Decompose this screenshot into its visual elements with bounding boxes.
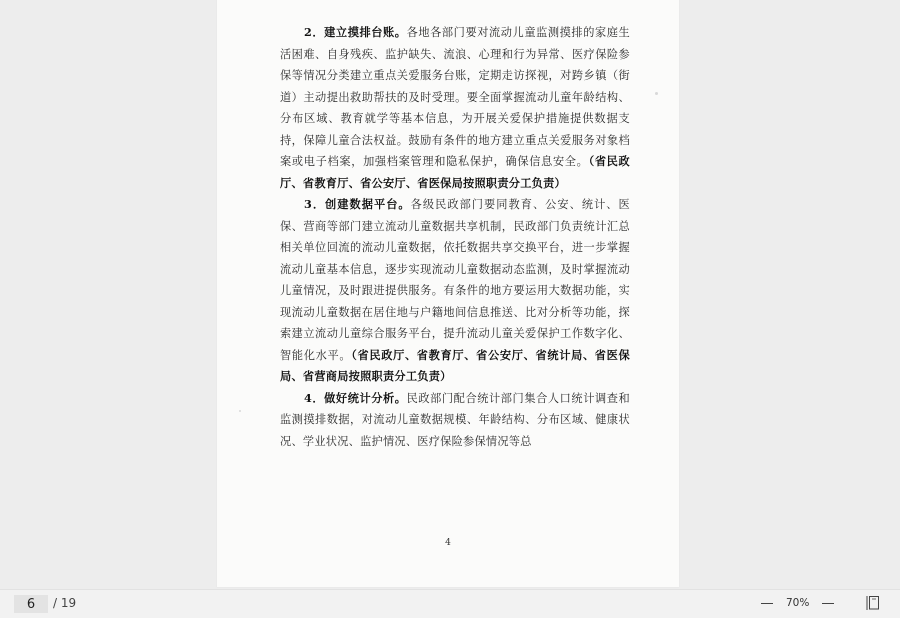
paragraph-body: 各地各部门要对流动儿童监测摸排的家庭生活困难、自身残疾、监护缺失、流浪、心理和行为异常、医疗保险参保等情况分类建立重点关爱服务台账，定期走访探视，对跨乡镇（街道）主动提出救助帮扶的及时受理。要全面掌握流动儿童年龄结构、分布区域、教育就学等基本信息，为开展关爱保护措施提供数据支持，保障儿童合法权益。鼓励有条件的地方建立重点关爱服务对象档案或电子档案，加强档案管理和隐私保护，确保信息安全。 <box>280 26 630 168</box>
zoom-in-button[interactable] <box>821 594 835 612</box>
paragraph-heading: 2．建立摸排台账。 <box>304 25 407 39</box>
fit-page-icon[interactable] <box>866 595 880 611</box>
paragraph-3 <box>280 194 630 388</box>
paragraph-body: 民政部门配合统计部门集合人口统计调查和监测摸排数据，对流动儿童数据规模、年龄结构、分布区域、健康状况、学业状况、监护情况、医疗保险参保情况等总 <box>280 391 630 448</box>
paragraph-body: 各级民政部门要同教育、公安、统计、医保、营商等部门建立流动儿童数据共享机制，民政部门负责统计汇总相关单位回流的流动儿童数据，依托数据共享交换平台，进一步掌握流动儿童基本信息，逐步实现流动儿童数据动态监测，及时掌握流动儿童情况，及时跟进提供服务。有条件的地方要运用大数据功能，实现流动儿童数据在居住地与户籍地间信息推送、比对分析等功能，探索建立流动儿童综合服务平台，提升流动儿童关爱保护工作数字化、智能化水平。 <box>280 198 630 362</box>
paragraph-4 <box>280 388 630 453</box>
zoom-out-button[interactable] <box>760 594 774 612</box>
printed-page-number: 4 <box>445 538 451 548</box>
zoom-level[interactable]: 70% <box>786 597 810 609</box>
document-page <box>217 0 679 587</box>
responsibility-note: （省民政厅、省教育厅、省公安厅、省统计局、省医保局、省营商局按照职责分工负责） <box>280 347 630 383</box>
document-body <box>280 22 630 452</box>
scan-artifact <box>239 410 241 412</box>
responsibility-note: （省民政厅、省教育厅、省公安厅、省医保局按照职责分工负责） <box>280 154 630 190</box>
scan-artifact <box>655 92 658 95</box>
paragraph-heading: 4．做好统计分析。 <box>304 390 407 405</box>
paragraph-heading: 3．创建数据平台。 <box>304 197 411 211</box>
page-count: / 19 <box>53 596 77 610</box>
viewer-toolbar <box>0 589 900 618</box>
page-number-input[interactable] <box>14 595 48 613</box>
paragraph-2 <box>280 22 630 194</box>
